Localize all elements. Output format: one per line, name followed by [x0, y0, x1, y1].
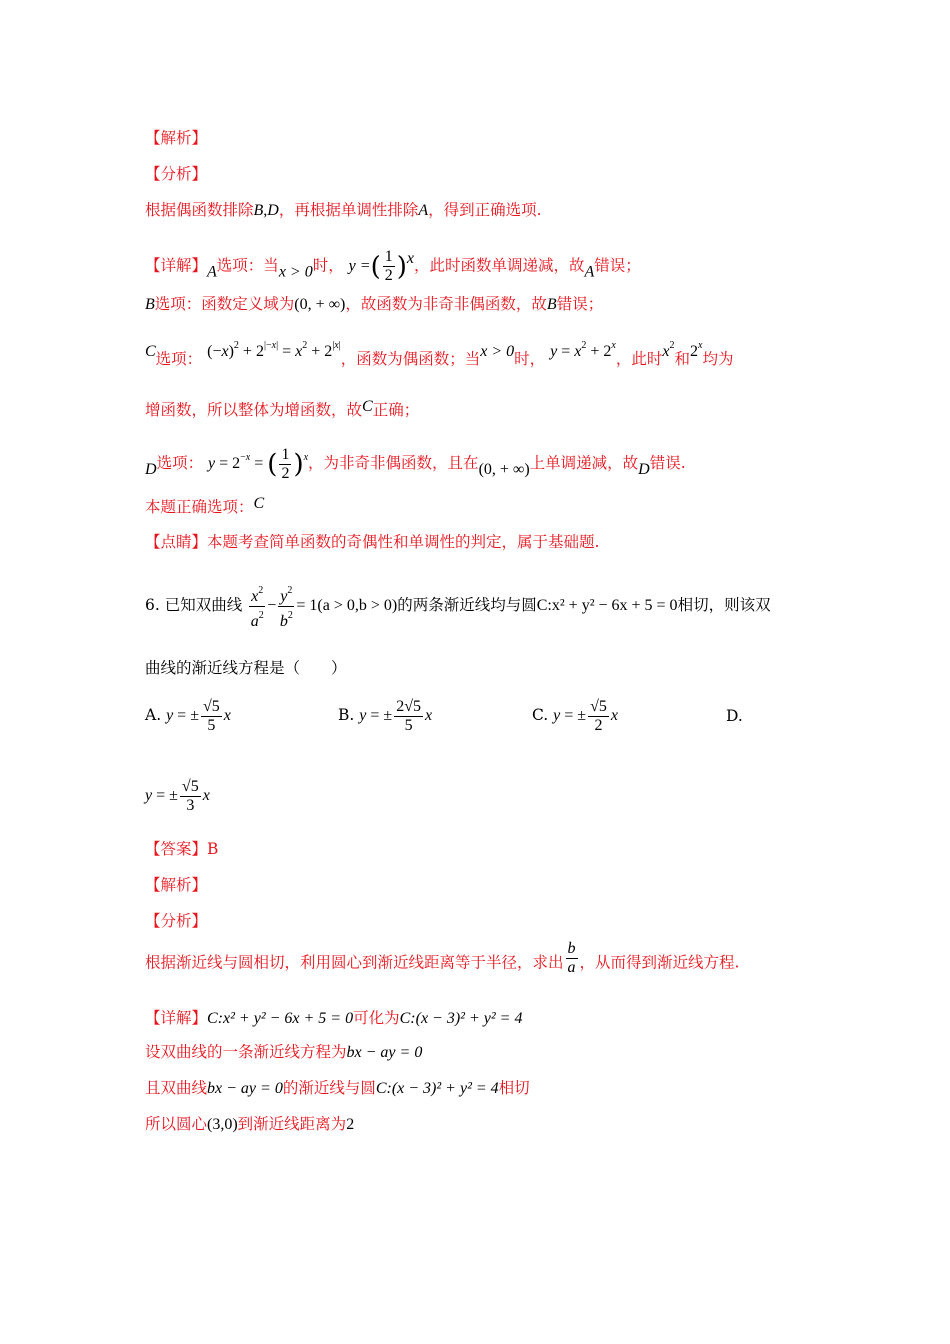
- formula-hyperbola: $\frac{x^2}{a^2}$ − $\frac{y^2}{b^2}$: [247, 597, 296, 614]
- detail-2-line4: 所以圆心(3,0)到渐近线距离为2: [145, 1115, 355, 1133]
- detail-option-b: B选项：函数定义域为(0, + ∞)，故函数为非奇非偶函数，故B错误；: [145, 295, 604, 313]
- detail-option-c: C选项： $(-x)^2 + 2^{|-x|} = x^2 + 2^{|x|}$，函数为偶函数；当x > 0时， $y = x^2 + 2^x$，此时$x^2$和2$^x$均为: [145, 340, 734, 368]
- fenxi-text-2: 根据渐近线与圆相切，利用圆心到渐近线距离等于半径，求出 $\frac{b}{a}$ ，从而得到渐近线方程.: [145, 940, 740, 976]
- fenxi-heading-2: 【分析】: [145, 912, 208, 930]
- answer-2: 【答案】B: [145, 840, 219, 858]
- option-c: C. y = ± $\frac{√5}{2}$ x: [532, 698, 618, 734]
- detail-2-line3: 且双曲线bx − ay = 0的渐近线与圆C:(x − 3)² + y² = 4相切: [145, 1079, 530, 1097]
- dianjing-note: 【点睛】本题考查简单函数的奇偶性和单调性的判定，属于基础题.: [145, 533, 600, 551]
- detail-option-d: D选项： $y = 2^{-x}$ = ( $\frac{1}{2}$ )$^x$，为非奇非偶函数，且在(0, + ∞)上单调递减，故D错误.: [145, 446, 686, 482]
- fenxi-heading-1: 【分析】: [145, 165, 208, 183]
- fenxi-text-1: 根据偶函数排除B,D，再根据单调性排除A，得到正确选项.: [145, 201, 542, 219]
- question-6-line2: 曲线的渐近线方程是（ ）: [145, 659, 347, 677]
- formula-even-check: $(-x)^2 + 2^{|-x|} = x^2 + 2^{|x|}$: [207, 340, 341, 360]
- jiexi-heading-2: 【解析】: [145, 876, 208, 894]
- formula-half-pow-x: ( $\frac{1}{2}$ )$^x$: [370, 248, 414, 284]
- answer-line-1: 本题正确选项：C: [145, 495, 265, 516]
- option-a: A. y = ± $\frac{√5}{5}$ x: [145, 698, 231, 734]
- detail-option-c-cont: 增函数，所以整体为增函数，故C正确；: [145, 398, 420, 419]
- formula-sum: $y = x^2 + 2^x$: [550, 340, 616, 360]
- detail-2-line2: 设双曲线的一条渐近线方程为bx − ay = 0: [145, 1043, 423, 1061]
- option-b: B. y = ± $\frac{2√5}{5}$ x: [338, 698, 433, 734]
- option-d-label: D.: [726, 707, 743, 725]
- detail-2-line1: 【详解】C:x² + y² − 6x + 5 = 0可化为C:(x − 3)² + y² = 4: [145, 1009, 523, 1027]
- jiexi-heading-1: 【解析】: [145, 129, 208, 147]
- option-d-value: y = ± $\frac{√5}{3}$ x: [145, 778, 210, 814]
- question-6: 6. 已知双曲线 $\frac{x^2}{a^2}$ − $\frac{y^2}{b^2}$ = 1(a > 0,b > 0)的两条渐近线均与圆C:x² + y² − 6x + 5 = 0相切，则该双: [145, 582, 771, 631]
- formula-d: $y = 2^{-x}$ = ( $\frac{1}{2}$ )$^x$: [208, 446, 309, 482]
- detail-option-a: 【详解】A选项：当x > 0时， y =( $\frac{1}{2}$ )$^x$，此时函数单调递减，故A错误；: [145, 248, 641, 284]
